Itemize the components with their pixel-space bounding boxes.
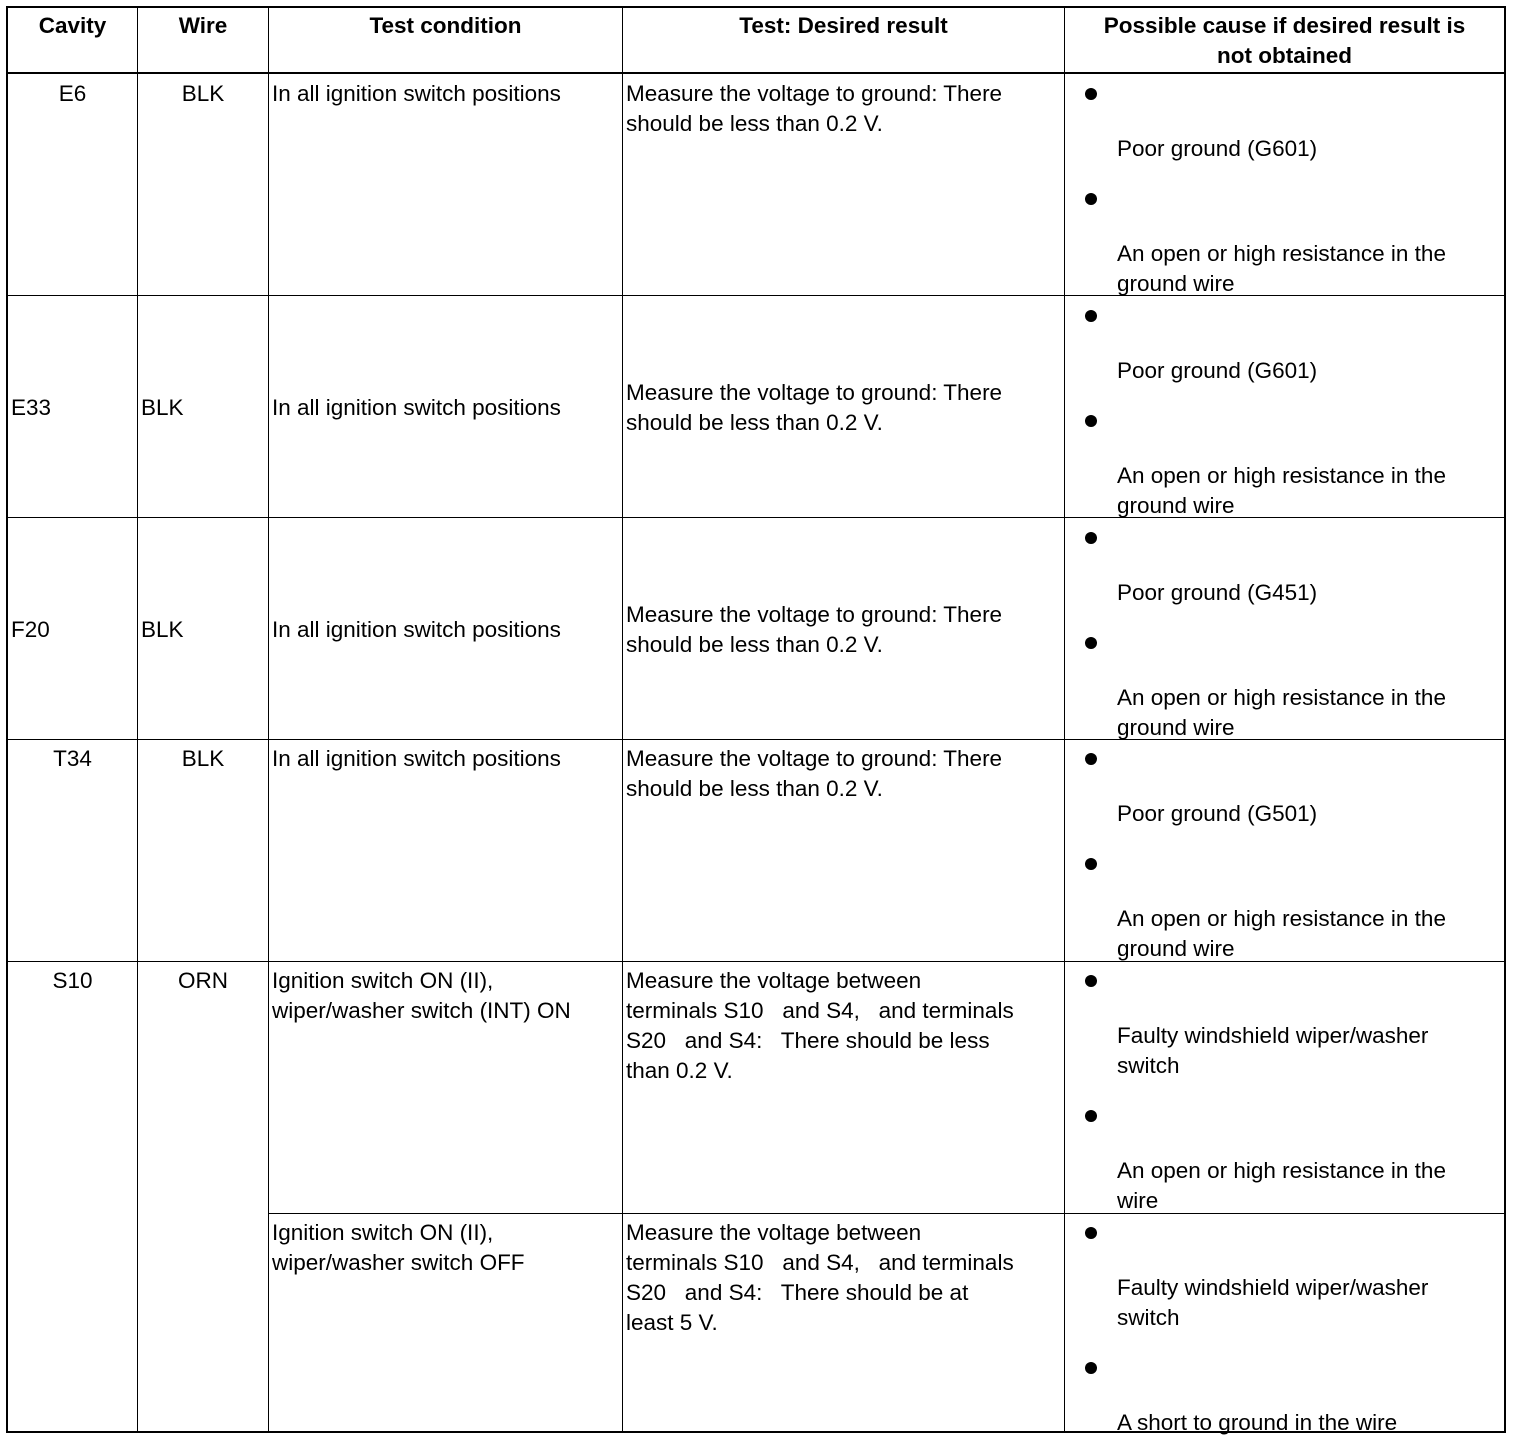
- row1-result: Measure the voltage to ground: There should be less than 0.2 V.: [626, 81, 1003, 136]
- header-divider: [8, 72, 1504, 74]
- bullet-icon: [1085, 975, 1097, 987]
- bullet-icon: [1085, 637, 1097, 649]
- column-divider: [622, 8, 623, 1431]
- cause-text: An open or high resistance in the ground wire: [1117, 463, 1446, 518]
- row3-condition: In all ignition switch positions: [272, 617, 561, 642]
- row5-result: Measure the voltage between terminals S10 and S4, and terminals S20 and S4: There should be less than 0.2 V.: [626, 968, 1014, 1083]
- column-divider: [137, 8, 138, 1431]
- cause-text: Poor ground (G601): [1117, 358, 1318, 383]
- row-divider: [269, 1213, 1504, 1214]
- row1-cavity: E6: [58, 81, 87, 106]
- bullet-icon: [1085, 1227, 1097, 1239]
- bullet-icon: [1085, 310, 1097, 322]
- cause-text: A short to ground in the wire: [1117, 1410, 1398, 1435]
- row-divider: [8, 295, 1504, 296]
- bullet-icon: [1085, 415, 1097, 427]
- row6-condition: Ignition switch ON (II), wiper/washer switch OFF: [272, 1220, 525, 1275]
- bullet-icon: [1085, 532, 1097, 544]
- bullet-icon: [1085, 753, 1097, 765]
- row2-cavity: E33: [11, 395, 52, 420]
- row-divider: [8, 961, 1504, 962]
- cause-text: Poor ground (G501): [1117, 801, 1318, 826]
- row5-cavity: S10: [52, 968, 93, 993]
- row-divider: [8, 739, 1504, 740]
- cause-text: An open or high resistance in the wire: [1117, 1158, 1446, 1213]
- bullet-icon: [1085, 193, 1097, 205]
- header-test-condition: Test condition: [369, 13, 522, 38]
- row2-condition: In all ignition switch positions: [272, 395, 561, 420]
- column-divider: [268, 8, 269, 1431]
- row4-cavity: T34: [53, 746, 92, 771]
- row2-wire: BLK: [141, 395, 184, 420]
- row1-condition: In all ignition switch positions: [272, 81, 561, 106]
- row5-condition: Ignition switch ON (II), wiper/washer switch (INT) ON: [272, 968, 571, 1023]
- cause-text: An open or high resistance in the ground wire: [1117, 906, 1446, 961]
- row6-result: Measure the voltage between terminals S10 and S4, and terminals S20 and S4: There should be at least 5 V.: [626, 1220, 1014, 1335]
- row3-cavity: F20: [11, 617, 50, 642]
- column-divider: [1064, 8, 1065, 1431]
- row4-wire: BLK: [181, 746, 225, 771]
- row-divider: [8, 517, 1504, 518]
- row3-wire: BLK: [141, 617, 184, 642]
- header-cavity: Cavity: [38, 13, 107, 38]
- header-possible-cause: Possible cause if desired result is not obtained: [1103, 13, 1466, 68]
- bullet-icon: [1085, 1362, 1097, 1374]
- cause-text: An open or high resistance in the ground wire: [1117, 241, 1446, 296]
- bullet-icon: [1085, 88, 1097, 100]
- header-wire: Wire: [178, 13, 228, 38]
- diagnostic-table: [6, 6, 1506, 1433]
- row2-result: Measure the voltage to ground: There should be less than 0.2 V.: [626, 380, 1003, 435]
- cause-text: Poor ground (G601): [1117, 136, 1318, 161]
- row3-result: Measure the voltage to ground: There should be less than 0.2 V.: [626, 602, 1003, 657]
- row1-wire: BLK: [181, 81, 225, 106]
- row4-condition: In all ignition switch positions: [272, 746, 561, 771]
- cause-text: Faulty windshield wiper/washer switch: [1117, 1275, 1429, 1330]
- cause-text: An open or high resistance in the ground wire: [1117, 685, 1446, 740]
- header-desired-result: Test: Desired result: [739, 13, 948, 38]
- bullet-icon: [1085, 1110, 1097, 1122]
- cause-text: Poor ground (G451): [1117, 580, 1318, 605]
- bullet-icon: [1085, 858, 1097, 870]
- cause-text: Faulty windshield wiper/washer switch: [1117, 1023, 1429, 1078]
- row4-result: Measure the voltage to ground: There should be less than 0.2 V.: [626, 746, 1003, 801]
- row5-wire: ORN: [178, 968, 228, 993]
